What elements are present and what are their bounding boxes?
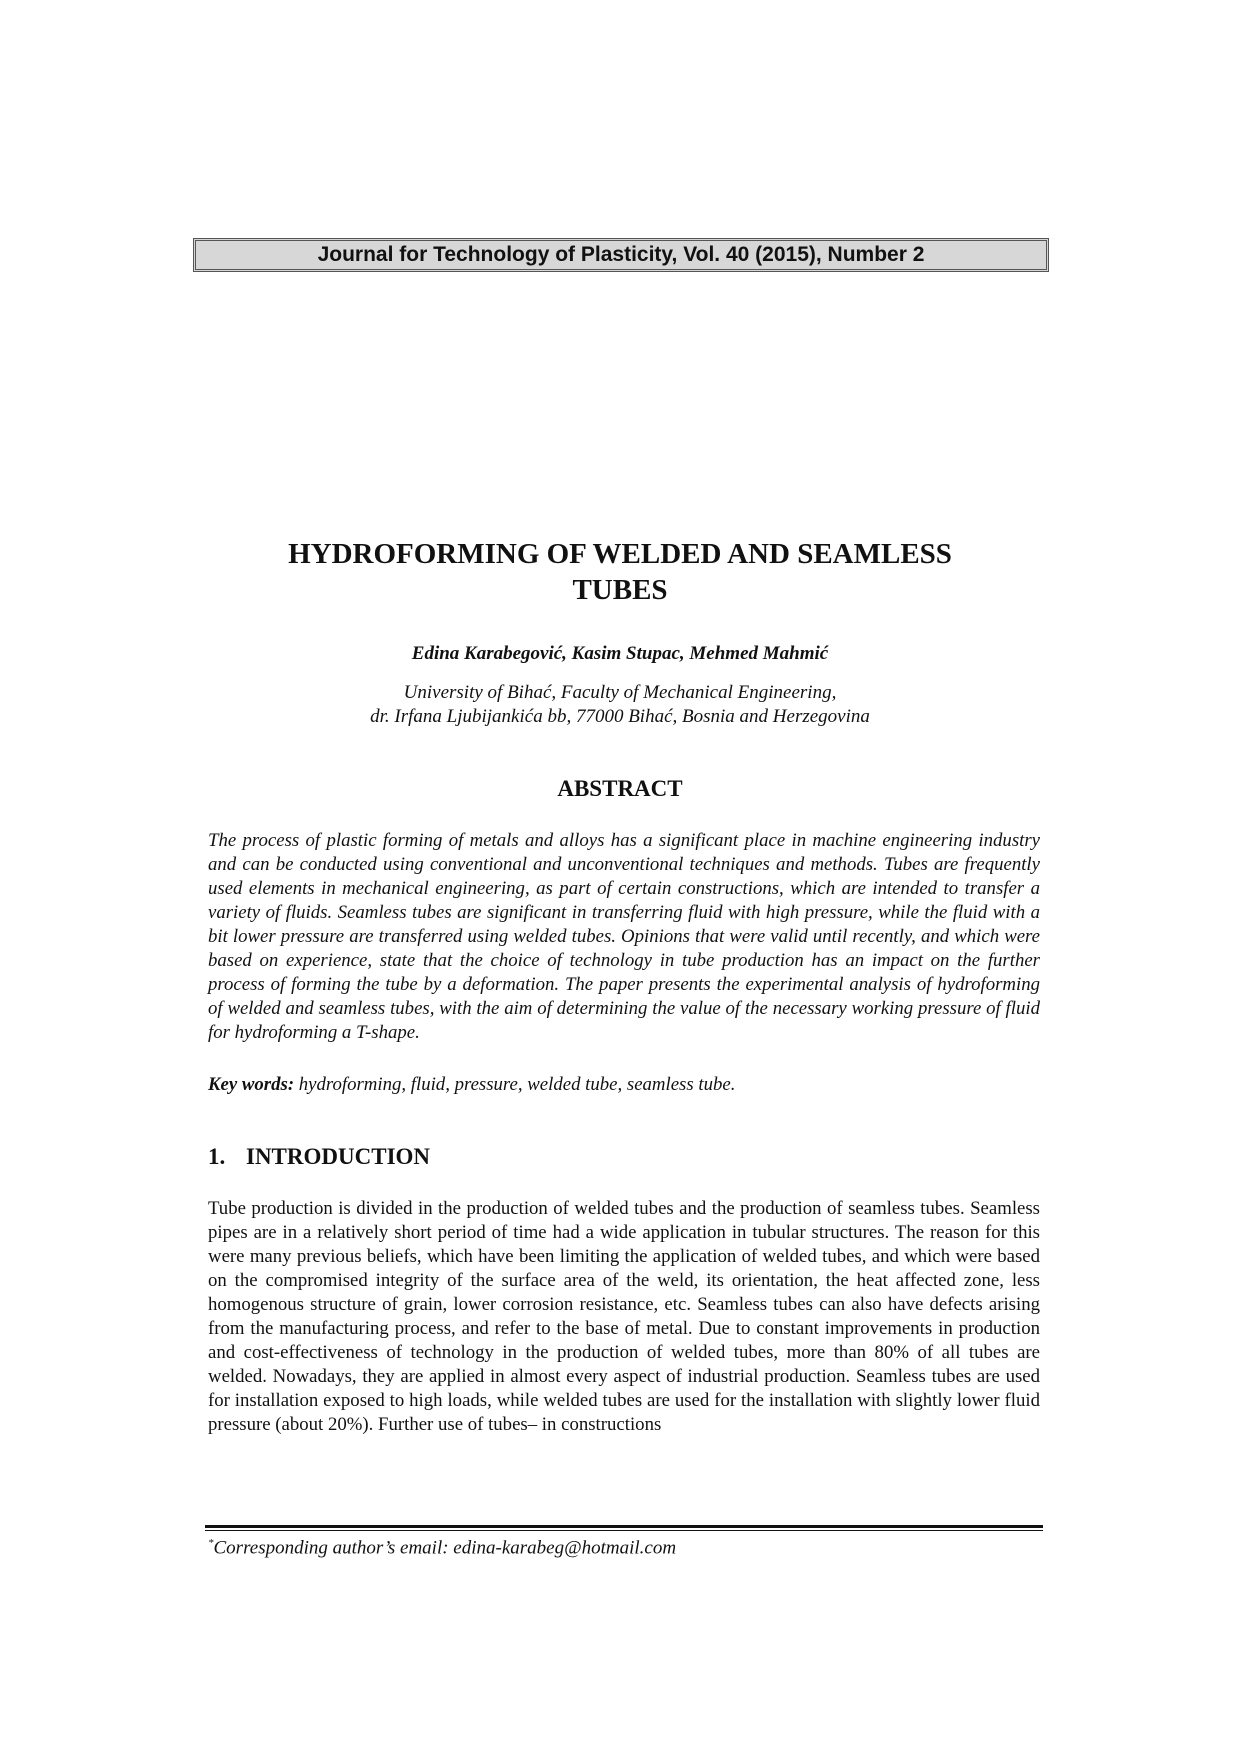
title-line-2: TUBES xyxy=(572,574,668,606)
introduction-text: Tube production is divided in the production of welded tubes and the production of seamless tubes. Seamless pipes are in a relatively short period of time had a wide application in tubular structures. The reason for this were many previous beliefs, which have been limiting the application of welded tubes, and which were based on the compromised integrity of the surface area of the weld, its orientation, the heat affected zone, less homogenous structure of grain, lower corrosion resistance, etc. Seamless tubes can also have defects arising from the manufacturing process, and refer to the base of metal. Due to constant improvements in production and cost-effectiveness of technology in the production of welded tubes, more than 80% of all tubes are welded. Nowadays, they are applied in almost every aspect of industrial production. Seamless tubes are used for installation exposed to high loads, while welded tubes are used for the installation with slightly lower fluid pressure (about 20%). Further use of tubes– in constructions xyxy=(208,1198,1040,1435)
title-line-1: HYDROFORMING OF WELDED AND SEAMLESS xyxy=(288,538,952,570)
keywords xyxy=(208,1073,1040,1097)
keywords-list: hydroforming, fluid, pressure, welded tube, seamless tube. xyxy=(294,1074,736,1095)
journal-name: Journal for Technology of Plasticity, Vol. 40 (2015), Number 2 xyxy=(317,243,925,266)
abstract-text: The process of plastic forming of metals and alloys has a significant place in machine engineering industry and can be conducted using conventional and unconventional techniques and methods. Tubes are frequently used elements in mechanical engineering, as part of certain constructions, which are intended to transfer a variety of fluids. Seamless tubes are significant in transferring fluid with high pressure, while the fluid with a bit lower pressure are transferred using welded tubes. Opinions that were valid until recently, and which were based on experience, state that the choice of technology in tube production has an impact on the further process of forming the tube by a deformation. The paper presents the experimental analysis of hydroforming of welded and seamless tubes, with the aim of determining the value of the necessary working pressure of fluid for hydroforming a T-shape. xyxy=(208,830,1040,1043)
keywords-label: Key words: xyxy=(208,1074,295,1095)
author-list: Edina Karabegović, Kasim Stupac, Mehmed Mahmić xyxy=(411,643,829,664)
footnote xyxy=(208,1537,676,1559)
footnote-marker: * xyxy=(208,1537,214,1549)
abstract-heading: ABSTRACT xyxy=(557,776,683,801)
paper-title xyxy=(0,536,1240,608)
section-heading-introduction xyxy=(208,1144,430,1170)
affiliation-line-1: University of Bihać, Faculty of Mechanical Engineering, xyxy=(403,682,837,703)
section-title: INTRODUCTION xyxy=(246,1144,431,1169)
corresponding-author-email: Corresponding author’s email: edina-karabeg@hotmail.com xyxy=(213,1537,677,1559)
affiliation-line-2: dr. Irfana Ljubijankića bb, 77000 Bihać, Bosnia and Herzegovina xyxy=(370,706,870,727)
footnote-divider-thin xyxy=(205,1530,1043,1531)
footnote-divider-thick xyxy=(205,1525,1043,1528)
section-number: 1. xyxy=(208,1144,226,1169)
journal-header xyxy=(193,238,1049,272)
affiliation xyxy=(0,681,1240,729)
